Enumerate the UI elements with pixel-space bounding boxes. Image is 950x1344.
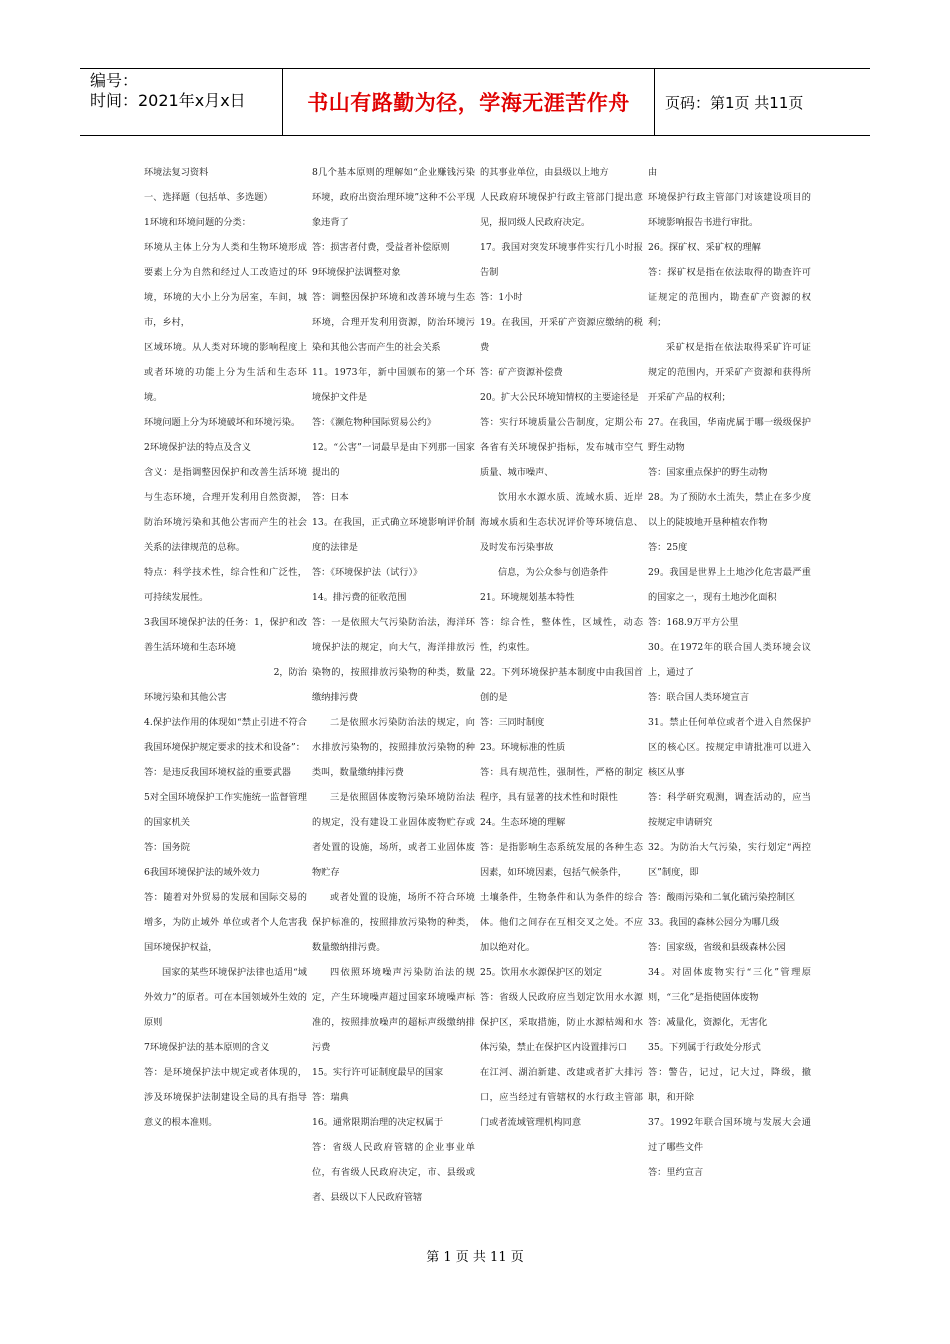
- page-footer: 第 1 页 共 11 页: [426, 1250, 524, 1265]
- document-header: [80, 68, 870, 136]
- paragraph: 土壤条件，生物条件和认为条件的综合体。他们之间存在互相交叉之处。不应加以绝对化。: [480, 892, 643, 953]
- paragraph: 答：酸雨污染和二氧化硫污染控制区: [648, 892, 795, 903]
- paragraph: 答：《环境保护法（试行）》: [312, 567, 423, 578]
- document-time-label: 时间：2021年x月x日: [90, 91, 246, 110]
- paragraph: 1环境和环境问题的分类：: [144, 217, 251, 228]
- paragraph: 信息，为公众参与创造条件: [498, 567, 609, 578]
- paragraph: 答：具有规范性，强制性，严格的制定程序，具有显著的技术性和时限性: [480, 767, 643, 803]
- paragraph: 二是依照水污染防治法的规定，向水排放污染物的，按照排放污染物的种类叫，数量缴纳排污费: [312, 717, 475, 778]
- paragraph: 答：168.9万平方公里: [648, 617, 739, 628]
- paragraph: 答：国家级，省级和县级森林公园: [648, 942, 786, 953]
- paragraph: 答：减量化，资源化，无害化: [648, 1017, 768, 1028]
- paragraph: 答：警告，记过，记大过，降级，撤职，和开除: [648, 1067, 811, 1103]
- paragraph: 4.保护法作用的体现如“禁止引进不符合我国环境保护规定要求的技术和设备”：: [144, 717, 307, 753]
- paragraph: 采矿权是指在依法取得采矿许可证规定的范围内，开采矿产资源和获得所开采矿产品的权利；: [648, 342, 811, 403]
- paragraph: 9环境保护法调整对象: [312, 267, 401, 278]
- paragraph: 26。探矿权、采矿权的理解: [648, 242, 761, 253]
- paragraph: 29。我国是世界上土地沙化危害最严重的国家之一，现有土地沙化面积: [648, 567, 811, 603]
- paragraph: 5对全国环境保护工作实施统一监督管理的国家机关: [144, 792, 307, 828]
- paragraph: 23。环境标准的性质: [480, 742, 566, 753]
- document-number-label: 编号：: [90, 71, 139, 90]
- paragraph: 16。通常限期治理的决定权属于: [312, 1117, 444, 1128]
- paragraph: 答：损害者付费，受益者补偿原则: [312, 242, 450, 253]
- paragraph: 答：调整因保护环境和改善环境与生态环境，合理开发利用资源，防治环境污染和其他公害而产生的社会关系: [312, 292, 475, 353]
- paragraph: 的其事业单位，由县级以上地方: [480, 167, 609, 178]
- paragraph: 12。“公害”一词最早是由下列那一国家提出的: [312, 442, 475, 478]
- paragraph: 3我国环境保护法的任务：1，保护和改善生活环境和生态环境: [144, 617, 307, 653]
- paragraph: 33。我国的森林公园分为哪几级: [648, 917, 780, 928]
- paragraph: 20。扩大公民环境知情权的主要途径是: [480, 392, 639, 403]
- paragraph: 6我国环境保护法的域外效力: [144, 867, 261, 878]
- header-motto: 书山有路勤为径，学海无涯苦作舟: [307, 91, 630, 115]
- text-column-4: [648, 160, 811, 1185]
- header-page-code: 页码：第1页 共11页: [665, 93, 804, 112]
- paragraph: 答：省级人民政府管辖的企业事业单位，有省级人民政府决定，市、县级或者、县级以下人民政府管辖: [312, 1142, 475, 1203]
- paragraph: 在江河、湖泊新建、改建或者扩大排污口，应当经过有管辖权的水行政主管部门或者流域管理机构同意: [480, 1067, 643, 1128]
- paragraph: 21。环境规划基本特性: [480, 592, 575, 603]
- paragraph: 17。我国对突发环境事件实行几小时报告制: [480, 242, 643, 278]
- header-info-cell: [80, 69, 283, 135]
- paragraph: 答：省级人民政府应当划定饮用水水源保护区，采取措施，防止水源枯竭和水体污染，禁止在保护区内设置排污口: [480, 992, 643, 1053]
- text-column-1: [144, 160, 307, 1135]
- paragraph: 四依照环境噪声污染防治法的规定，产生环境噪声超过国家环境噪声标准的，按照排放噪声的超标声级缴纳排污费: [312, 967, 475, 1053]
- paragraph: 答：一是依照大气污染防治法，海洋环境保护法的规定，向大气，海洋排放污染物的，按照排放污染物的种类，数量缴纳排污费: [312, 617, 475, 703]
- paragraph: 饮用水水源水质、流域水质、近岸海域水质和生态状况评价等环境信息、及时发布污染事故: [480, 492, 643, 553]
- paragraph: 37。1992年联合国环境与发展大会通过了哪些文件: [648, 1117, 811, 1153]
- paragraph: 环境法复习资料: [144, 167, 209, 178]
- paragraph: 2环境保护法的特点及含义: [144, 442, 251, 453]
- paragraph: 答：国家重点保护的野生动物: [648, 467, 768, 478]
- paragraph: 答：实行环境质量公告制度，定期公布各省有关环境保护指标，发布城市空气质量、城市噪声、: [480, 417, 643, 478]
- paragraph: 答：科学研究观测，调查活动的，应当按规定申请研究: [648, 792, 811, 828]
- paragraph: 30。在1972年的联合国人类环境会议上，通过了: [648, 642, 811, 678]
- paragraph: 环境从主体上分为人类和生物环境形成要素上分为自然和经过人工改造过的环境，环境的大小上分为居室，车间，城市，乡村，: [144, 242, 307, 328]
- paragraph: 答：是违反我国环境权益的重要武器: [144, 767, 291, 778]
- text-column-2: [312, 160, 475, 1210]
- paragraph: 13。在我国，正式确立环境影响评价制度的法律是: [312, 517, 475, 553]
- paragraph: 由: [648, 167, 658, 178]
- paragraph: 人民政府环境保护行政主管部门提出意见，报同级人民政府决定。: [480, 192, 643, 228]
- paragraph: 27。在我国，华南虎属于哪一级级保护野生动物: [648, 417, 811, 453]
- paragraph: 环境保护行政主管部门对该建设项目的环境影响报告书进行审批。: [648, 192, 811, 228]
- paragraph: 28。为了预防水土流失，禁止在多少度以上的陡坡地开垦种植农作物: [648, 492, 811, 528]
- paragraph: 19。在我国，开采矿产资源应缴纳的税费: [480, 317, 643, 353]
- paragraph: 答：国务院: [144, 842, 190, 853]
- paragraph: 11。1973年，新中国颁布的第一个环境保护文件是: [312, 367, 475, 403]
- paragraph: 答：是环境保护法中规定或者体现的，涉及环境保护法制建设全局的具有指导意义的根本准则。: [144, 1067, 307, 1128]
- paragraph: 答：瑞典: [312, 1092, 349, 1103]
- header-motto-cell: [283, 69, 655, 135]
- paragraph: 区域环境。从人类对环境的影响程度上或者环境的功能上分为生活和生态环境。: [144, 342, 307, 403]
- paragraph: 含义：是指调整因保护和改善生活环境与生态环境，合理开发利用自然资源，防治环境污染和其他公害而产生的社会关系的法律规范的总称。: [144, 467, 307, 553]
- paragraph: 25。饮用水水源保护区的划定: [480, 967, 602, 978]
- paragraph: 22。下列环境保护基本制度中由我国首创的是: [480, 667, 643, 703]
- paragraph: 特点：科学技术性，综合性和广泛性，可持续发展性。: [144, 567, 307, 603]
- paragraph: 国家的某些环境保护法律也适用“域外效力”的原者。可在本国领域外生效的原则: [144, 967, 307, 1028]
- paragraph: 环境污染和其他公害: [144, 692, 227, 703]
- paragraph: 24。生态环境的理解: [480, 817, 566, 828]
- paragraph: 15。实行许可证制度最早的国家: [312, 1067, 444, 1078]
- paragraph: 答：《濒危物种国际贸易公约》: [312, 417, 437, 428]
- paragraph: 答：联合国人类环境宣言: [648, 692, 750, 703]
- text-column-3: [480, 160, 643, 1135]
- paragraph: 环境问题上分为环境破坏和环境污染。: [144, 417, 301, 428]
- paragraph: 答：矿产资源补偿费: [480, 367, 563, 378]
- header-page-cell: [655, 69, 870, 135]
- paragraph: 三是依照固体废物污染环境防治法的规定，没有建设工业固体废物贮存或者处置的设施，场所，或者工业固体废物贮存: [312, 792, 475, 878]
- paragraph: 答：25度: [648, 542, 688, 553]
- paragraph: 答：1小时: [480, 292, 523, 303]
- paragraph: 答：三同时制度: [480, 717, 545, 728]
- paragraph: 答：里约宣言: [648, 1167, 704, 1178]
- paragraph: 答：综合性，整体性，区域性，动态性，约束性。: [480, 617, 643, 653]
- paragraph: 答：随着对外贸易的发展和国际交易的增多，为防止域外 单位或者个人危害我国环境保护权益，: [144, 892, 307, 953]
- paragraph: 2，防治: [273, 667, 307, 678]
- paragraph: 34。对固体废物实行“三化”管理原则，“三化”是指使固体废物: [648, 967, 811, 1003]
- paragraph: 35。下列属于行政处分形式: [648, 1042, 761, 1053]
- paragraph: 31。禁止任何单位或者个进入自然保护区的核心区。按规定申请批准可以进入核区从事: [648, 717, 811, 778]
- paragraph: 答：探矿权是指在依法取得的勘查许可证规定的范围内，勘查矿产资源的权利；: [648, 267, 811, 328]
- paragraph: 8几个基本原则的理解如“企业赚钱污染环境，政府出资治理环境”这种不公平现象违背了: [312, 167, 475, 228]
- paragraph: 7环境保护法的基本原则的含义: [144, 1042, 270, 1053]
- paragraph: 或者处置的设施，场所不符合环境保护标准的，按照排放污染物的种类，数量缴纳排污费。: [312, 892, 475, 953]
- paragraph: 答：是指影响生态系统发展的各种生态因素，如环境因素，包括气候条件，: [480, 842, 643, 878]
- paragraph: 14。排污费的征收范围: [312, 592, 407, 603]
- paragraph: 答：日本: [312, 492, 349, 503]
- paragraph: 32。为防治大气污染，实行划定“两控区”制度，即: [648, 842, 811, 878]
- paragraph: 一、选择题（包括单、多选题）: [144, 192, 273, 203]
